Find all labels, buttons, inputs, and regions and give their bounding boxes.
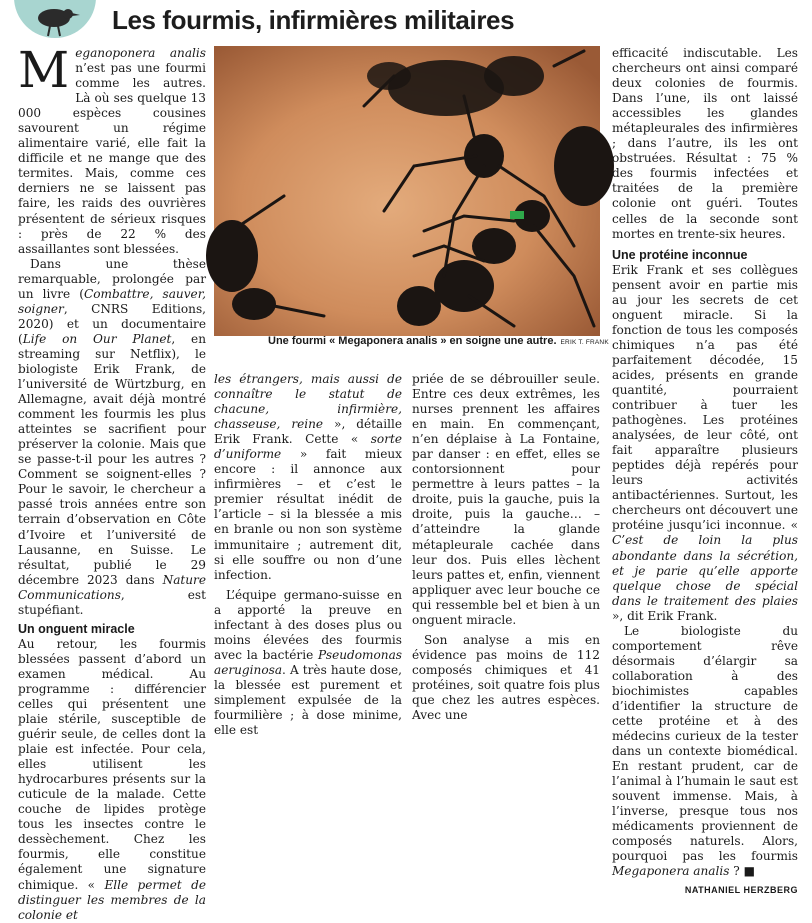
paragraph: Le biologiste du comportement rêve désormais d’élargir sa collaboration à des biochimistes capables d’identifier la structure de cette protéine et à des médecins curieux de la tester dans un contexte biomédical. En restant prudent, car de l’animal à l’humain le saut est souvent immense. Mais, à l’inverse, presque tous nos médicaments proviennent de composés naturels. Alors, pourquoi pas les fourmis Megaponera analis ? ■ bbox=[612, 623, 798, 879]
column-2 bbox=[214, 372, 402, 738]
article-photo bbox=[214, 46, 600, 336]
author-signature: NATHANIEL HERZBERG bbox=[684, 884, 798, 895]
paragraph: L’équipe germano-suisse en a apporté la preuve en infectant à des doses plus ou moins élevées des fourmis avec la bactérie Pseudomonas aeruginosa. A très haute dose, la blessée est purement et simplement expulsée de la fourmilière ; à dose minime, elle est bbox=[214, 587, 402, 738]
column-1 bbox=[18, 41, 206, 923]
photo-caption bbox=[268, 334, 609, 350]
species-name: eganoponera analis bbox=[75, 46, 206, 60]
paragraph: efficacité indiscutable. Les chercheurs ont ainsi comparé deux colonies de fourmis. Dans l’une, ils ont laissé accessibles les glandes métapleurales des infirmières ; dans l’autre, ils les ont obstruées. Résultat : 75 % des fourmis infectées et traitées de la première colonie ont guéri. Toutes celles de la seconde sont mortes en trente-six heures. bbox=[612, 46, 798, 241]
paragraph: Au retour, les fourmis blessées passent d’abord un examen médical. Au programme : différencier celles qui présentent une plaie stérile, susceptible de guérir seule, de celles dont la plaie est infectée. Pour cela, elles utilisent les hydrocarbures présents sur la cuticule de la malade. Cette couche de lipides protège tous les insectes contre le dessèchement. Chez les fourmis, elle constitue également une signature chimique. « Elle permet de distinguer les membres de la colonie et bbox=[18, 636, 206, 922]
paragraph: Dans une thèse remarquable, prolongée par un livre (Combattre, sauver, soigner, CNRS Editions, 2020) et un documentaire (Life on Our Planet, en streaming sur Netflix), le biologiste Erik Frank, de l’université de Würtzburg, en Allemagne, avait déjà montré comment les fourmis les plus atteintes se sacrifient pour préserver la colonie. Mais que se passe-t-il pour les autres ? Comment se soignent-elles ? Pour le savoir, le chercheur a passé trois années entre son terrain d’observation en Côte d’Ivoire et l’université de Lausanne, en Suisse. Le résultat, publié le 29 décembre 2023 dans Nature Communications, est stupéfiant. bbox=[18, 256, 206, 617]
caption-text: Une fourmi « Megaponera analis » en soigne une autre. bbox=[268, 335, 557, 347]
ant-photo-illustration bbox=[214, 46, 600, 336]
paragraph: les étrangers, mais aussi de connaître le statut de chacune, infirmière, chasseuse, reine », détaille Erik Frank. Cette « sorte d’uniforme » fait mieux encore : il annonce aux infirmières – et c’est le premier résultat inédit de l’article – si la blessée a mis en branle ou non son système immunitaire ; autrement dit, si elle souffre ou non d’une infection. bbox=[214, 372, 402, 582]
end-mark: ■ bbox=[743, 864, 756, 879]
drop-cap: M bbox=[18, 41, 70, 99]
section-badge bbox=[14, 0, 96, 38]
photo-credit: ERIK T. FRANK bbox=[560, 339, 609, 346]
subheading-onguent: Un onguent miracle bbox=[18, 621, 135, 636]
column-4 bbox=[612, 46, 798, 898]
subheading-proteine: Une protéine inconnue bbox=[612, 247, 748, 262]
headline: Les fourmis, infirmières militaires bbox=[112, 5, 515, 35]
column-3 bbox=[412, 372, 600, 723]
lead-paragraph bbox=[18, 41, 206, 257]
paragraph: Erik Frank et ses collègues pensent avoir en partie mis au jour les secrets de cet onguent miracle. Si la fonction de tous les composés chimiques n’a pas été parfaitement décodée, 15 acides, présents en grande quantité, pourraient contribuer à tuer les pathogènes. Les protéines analysées, de leur côté, ont fait apparaître plusieurs peptides déjà repérés pour leurs activités antibactériennes. Surtout, les chercheurs ont découvert une protéine jusqu’ici inconnue. « C’est de loin la plus abondante dans la sécrétion, et je parie qu’elle apporte quelque chose de spécial dans le traitement des plaies », dit Erik Frank. bbox=[612, 262, 798, 623]
lead-text: n’est pas une fourmi comme les autres. Là où ses quelque 13 000 espèces cousines savourent un régime alimentaire varié, elle fait la difficile et ne mange que des termites. Mais, comme ces derniers ne se laissent pas faire, les raids des ouvrières présentent de sérieux risques : près de 22 % des assaillantes sont blessées. bbox=[18, 61, 206, 256]
bird-icon bbox=[14, 0, 96, 38]
signature-line bbox=[612, 882, 798, 898]
paragraph: Son analyse a mis en évidence pas moins de 112 composés chimiques et 41 protéines, soit quatre fois plus que chez les autres espèces. Avec une bbox=[412, 632, 600, 723]
paragraph: priée de se débrouiller seule. Entre ces deux extrêmes, les nurses prennent les affaires en main. En commençant, n’en déplaise à La Fontaine, par danser : en effet, elles se contorsionnent pour permettre à leurs pattes – la droite, puis la gauche, puis la droite, puis la gauche… – d’atteindre la glande métapleurale cachée dans leur dos. Puis elles lèchent leurs pattes et, enfin, viennent appliquer avec leur bouche ce qui ressemble bel et bien à un onguent miracle. bbox=[412, 372, 600, 627]
